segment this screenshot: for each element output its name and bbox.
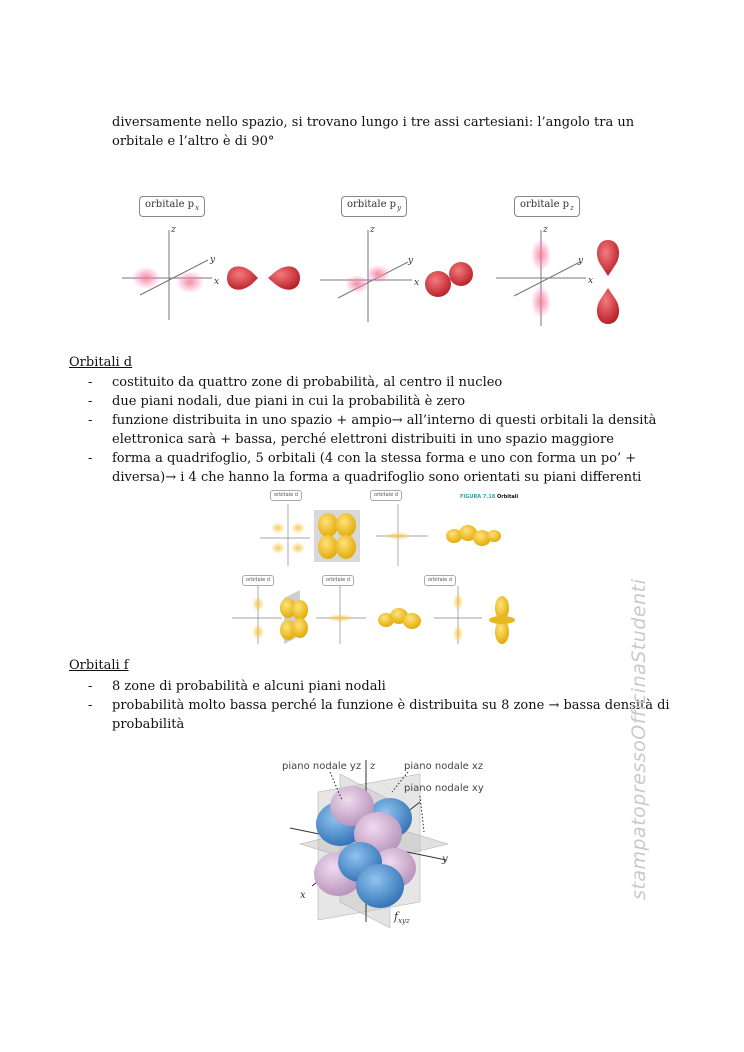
list-item: - 8 zone di probabilità e alcuni piani nodali [88, 679, 386, 694]
d-bullet-list [88, 373, 684, 487]
axis-y-label-2: y [408, 256, 414, 266]
dz2-diagram [376, 504, 501, 566]
axis-z-label: z [370, 761, 376, 772]
axis-y-label-1: y [210, 255, 216, 265]
list-item: - costituito da quattro zone di probabilità, al centro il nucleo [88, 375, 503, 390]
p-orbitals-figure [112, 192, 632, 332]
label-dz2: orbitale d [370, 490, 402, 501]
px-lobes [227, 266, 300, 289]
list-item: - probabilità molto bassa perché la funzione è distribuita su 8 zone → bassa densità di probabilità [88, 698, 670, 732]
heading-orbitali-f: Orbitali f [69, 658, 129, 673]
axis-x-label: x [300, 890, 306, 901]
axis-z-label-3: z [543, 225, 548, 235]
d-orbitals-figure [228, 486, 528, 646]
py-lobes [425, 262, 473, 297]
f-bullet-list [88, 677, 684, 734]
list-item: - due piani nodali, due piani in cui la probabilità è zero [88, 394, 466, 409]
dxy-diagram [260, 504, 360, 566]
axis-y-label-3: y [578, 256, 584, 266]
label-dxz: orbitale d [242, 575, 274, 586]
label-piano-xz: piano nodale xz [404, 761, 484, 772]
watermark: stampatopressoOfficinaStudenti [628, 578, 650, 900]
d-orbitals-svg [228, 486, 528, 646]
dyz-diagram [316, 586, 421, 644]
label-dxy: orbitale d [270, 490, 302, 501]
dx2y2-diagram [434, 586, 515, 644]
figure-caption: FIGURA 7.18 Orbitali [460, 494, 519, 500]
label-px: orbitale p $_x$ [139, 196, 205, 217]
label-py: orbitale p $_y$ [341, 196, 407, 217]
f-orbital-svg [270, 752, 490, 932]
axis-z-label-2: z [370, 225, 375, 235]
intro-paragraph: diversamente nello spazio, si trovano lungo i tre assi cartesiani: l’angolo tra un orbitale e l’altro è di 90° [112, 115, 635, 149]
pz-axes [496, 225, 593, 326]
dxz-diagram [232, 586, 308, 644]
axis-x-label-2: x [414, 278, 420, 288]
list-item: - funzione distribuita in uno spazio + ampio→ all’interno di questi orbitali la densità elettronica sarà + bassa, perché elettroni distribuiti in uno spazio maggiore [88, 413, 657, 447]
p-orbitals-svg [112, 192, 632, 332]
label-dyz: orbitale d [322, 575, 354, 586]
f-orbital-figure [270, 752, 490, 932]
axis-y-label: y [442, 854, 448, 865]
py-axes [320, 225, 419, 322]
pz-lobes [597, 240, 619, 324]
label-piano-xy: piano nodale xy [404, 783, 484, 794]
axis-z-label-1: z [171, 225, 176, 235]
axis-x-label-1: x [214, 277, 220, 287]
label-dx2y2: orbitale d [424, 575, 456, 586]
list-item: - forma a quadrifoglio, 5 orbitali (4 con la stessa forma e uno con forma un po’ + diversa)→ i 4 che hanno la forma a quadrifoglio sono orientati su piani differenti [88, 451, 642, 485]
label-pz: orbitale p $_z$ [514, 196, 580, 217]
heading-orbitali-d: Orbitali d [69, 355, 133, 370]
label-piano-yz: piano nodale yz [282, 761, 362, 772]
orbital-name: $f_{xyz}$ [394, 910, 410, 925]
axis-x-label-3: x [588, 276, 594, 286]
px-axes [122, 225, 219, 320]
